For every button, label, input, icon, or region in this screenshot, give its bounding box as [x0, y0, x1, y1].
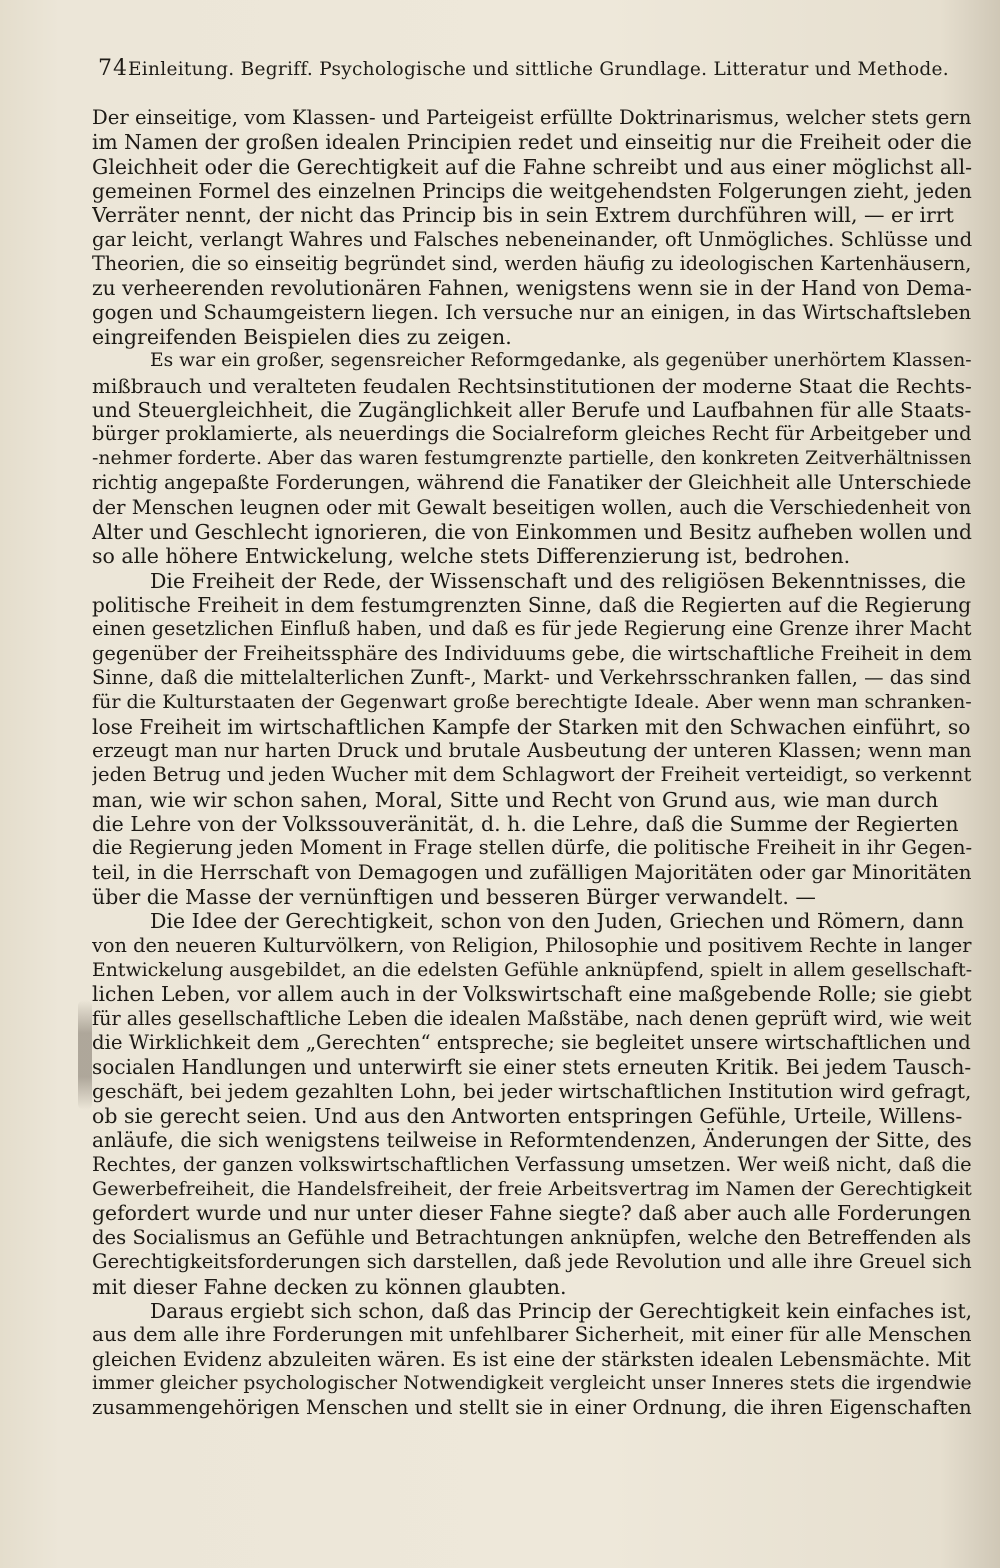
- text-line: Alter und Geschlecht ignorieren, die von Einkommen und Besitz aufheben wollen und: [92, 519, 972, 544]
- text-line: man, wie wir schon sahen, Moral, Sitte und Recht von Grund aus, wie man durch: [92, 787, 939, 812]
- text-line: gegenüber der Freiheitssphäre des Individuums gebe, die wirtschaftliche Freiheit in dem: [92, 641, 972, 665]
- text-line: immer gleicher psychologischer Notwendigkeit vergleicht unser Inneres stets die irgendwie: [92, 1372, 972, 1394]
- paragraph: [92, 349, 972, 568]
- paragraph: [92, 569, 972, 910]
- text-line: die Lehre von der Volkssouveränität, d. h. die Lehre, daß die Summe der Regierten: [92, 811, 959, 836]
- text-line: Sinne, daß die mittelalterlichen Zunft-, Markt- und Verkehrsschranken fallen, — das sind: [92, 665, 972, 689]
- paragraph: [92, 909, 972, 1299]
- text-line: gemeinen Formel des einzelnen Princips die weitgehendsten Folgerungen zieht, jeden: [92, 179, 972, 204]
- text-line: die Wirklichkeit dem „Gerechten“ entspreche; sie begleitet unsere wirtschaftlichen und: [92, 1031, 971, 1055]
- text-line: Gewerbefreiheit, die Handelsfreiheit, der freie Arbeitsvertrag im Namen der Gerechtigkeit: [92, 1178, 972, 1201]
- text-line: socialen Handlungen und unterwirft sie einer stets erneuten Kritik. Bei jedem Tausch-: [92, 1055, 972, 1080]
- text-line: Daraus ergiebt sich schon, daß das Princip der Gerechtigkeit kein einfaches ist,: [150, 1298, 972, 1323]
- text-line: jeden Betrug und jeden Wucher mit dem Schlagwort der Freiheit verteidigt, so verkennt: [92, 763, 972, 787]
- text-line: Rechtes, der ganzen volkswirtschaftlichen Verfassung umsetzen. Wer weiß nicht, daß die: [92, 1152, 972, 1176]
- text-line: Gleichheit oder die Gerechtigkeit auf die Fahne schreibt und aus einer möglichst all-: [92, 154, 972, 179]
- paragraph: [92, 1299, 972, 1421]
- page-header: [98, 56, 949, 90]
- text-line: lose Freiheit im wirtschaftlichen Kampfe der Starken mit den Schwachen einführt, so: [92, 714, 971, 739]
- text-line: für alles gesellschaftliche Leben die idealen Maßstäbe, nach denen geprüft wird, wie weit: [92, 1006, 972, 1030]
- text-line: der Menschen leugnen oder mit Gewalt beseitigen wollen, auch die Verschiedenheit von: [92, 495, 972, 519]
- text-line: gleichen Evidenz abzuleiten wären. Es ist eine der stärksten idealen Lebensmächte. Mit: [92, 1347, 971, 1371]
- text-line: einen gesetzlichen Einfluß haben, und daß es für jede Regierung eine Grenze ihrer Macht: [92, 617, 972, 641]
- body-text: [92, 106, 972, 1421]
- text-line: gogen und Schaumgeistern liegen. Ich versuche nur an einigen, in das Wirtschaftsleben: [92, 300, 972, 324]
- text-line: anläufe, die sich wenigstens teilweise in Reformtendenzen, Änderungen der Sitte, des: [92, 1128, 972, 1153]
- text-line: für die Kulturstaaten der Gegenwart große berechtigte Ideale. Aber wenn man schranken-: [92, 690, 972, 714]
- margin-stain: [78, 1000, 92, 1110]
- text-line: so alle höhere Entwickelung, welche stets Differenzierung ist, bedrohen.: [92, 544, 851, 569]
- text-line: bürger proklamierte, als neuerdings die Socialreform gleiches Recht für Arbeitgeber und: [92, 422, 972, 446]
- text-line: richtig angepaßte Forderungen, während die Fanatiker der Gleichheit alle Unterschiede: [92, 471, 972, 495]
- text-line: -nehmer forderte. Aber das waren festumgrenzte partielle, den konkreten Zeitverhältnissen: [92, 447, 972, 469]
- text-line: Die Freiheit der Rede, der Wissenschaft und des religiösen Bekenntnisses, die: [150, 568, 966, 593]
- text-line: über die Masse der vernünftigen und besseren Bürger verwandelt. —: [92, 885, 816, 909]
- text-line: teil, in die Herrschaft von Demagogen und zufälligen Majoritäten oder gar Minoritäten: [92, 860, 972, 884]
- text-line: aus dem alle ihre Forderungen mit unfehlbarer Sicherheit, mit einer für alle Menschen: [92, 1323, 972, 1347]
- text-line: Die Idee der Gerechtigkeit, schon von den Juden, Griechen und Römern, dann: [150, 909, 965, 934]
- text-line: ob sie gerecht seien. Und aus den Antworten entspringen Gefühle, Urteile, Willens-: [92, 1104, 963, 1129]
- text-line: eingreifenden Beispielen dies zu zeigen.: [92, 325, 512, 350]
- text-line: mit dieser Fahne decken zu können glaubten.: [92, 1274, 567, 1299]
- text-line: geschäft, bei jedem gezahlten Lohn, bei jeder wirtschaftlichen Institution wird gefragt,: [92, 1079, 972, 1103]
- text-line: lichen Leben, vor allem auch in der Volkswirtschaft eine maßgebende Rolle; sie giebt: [92, 982, 972, 1007]
- text-line: Es war ein großer, segensreicher Reformgedanke, als gegenüber unerhörtem Klassen-: [150, 350, 972, 372]
- paragraph: [92, 106, 972, 349]
- text-line: erzeugt man nur harten Druck und brutale Ausbeutung der unteren Klassen; wenn man: [92, 738, 972, 762]
- text-line: und Steuergleichheit, die Zugänglichkeit aller Berufe und Laufbahnen für alle Staats-: [92, 398, 972, 423]
- page-number: 74: [98, 56, 128, 81]
- text-line: Der einseitige, vom Klassen- und Parteigeist erfüllte Doktrinarismus, welcher stets gern: [92, 106, 972, 129]
- text-line: Entwickelung ausgebildet, an die edelsten Gefühle anknüpfend, spielt in allem gesellschaft-: [92, 959, 972, 982]
- text-line: politische Freiheit in dem festumgrenzten Sinne, daß die Regierten auf die Regierung: [92, 592, 972, 617]
- text-line: Gerechtigkeitsforderungen sich darstellen, daß jede Revolution und alle ihre Greuel sich: [92, 1250, 972, 1274]
- text-line: zu verheerenden revolutionären Fahnen, wenigstens wenn sie in der Hand von Dema-: [92, 276, 972, 301]
- text-line: mißbrauch und veralteten feudalen Rechtsinstitutionen der moderne Staat die Rechts-: [92, 373, 972, 398]
- text-line: im Namen der großen idealen Principien redet und einseitig nur die Freiheit oder die: [92, 130, 972, 155]
- text-line: die Regierung jeden Moment in Frage stellen dürfe, die politische Freiheit in ihr Gegen-: [92, 836, 972, 860]
- text-line: des Socialismus an Gefühle und Betrachtungen anknüpfen, welche den Betreffenden als: [92, 1225, 972, 1249]
- running-title: Einleitung. Begriff. Psychologische und sittliche Grundlage. Litteratur und Methode.: [128, 59, 949, 80]
- text-line: Verräter nennt, der nicht das Princip bis in sein Extrem durchführen will, — er irrt: [92, 203, 954, 228]
- text-line: zusammengehörigen Menschen und stellt sie in einer Ordnung, die ihren Eigenschaften: [92, 1396, 972, 1420]
- text-line: von den neueren Kulturvölkern, von Religion, Philosophie und positivem Rechte in langer: [92, 933, 972, 957]
- text-line: Theorien, die so einseitig begründet sind, werden häufig zu ideologischen Kartenhäusern,: [92, 252, 972, 276]
- text-line: gefordert wurde und nur unter dieser Fahne siegte? daß aber auch alle Forderungen: [92, 1201, 972, 1226]
- text-line: gar leicht, verlangt Wahres und Falsches nebeneinander, oft Unmögliches. Schlüsse und: [92, 227, 972, 251]
